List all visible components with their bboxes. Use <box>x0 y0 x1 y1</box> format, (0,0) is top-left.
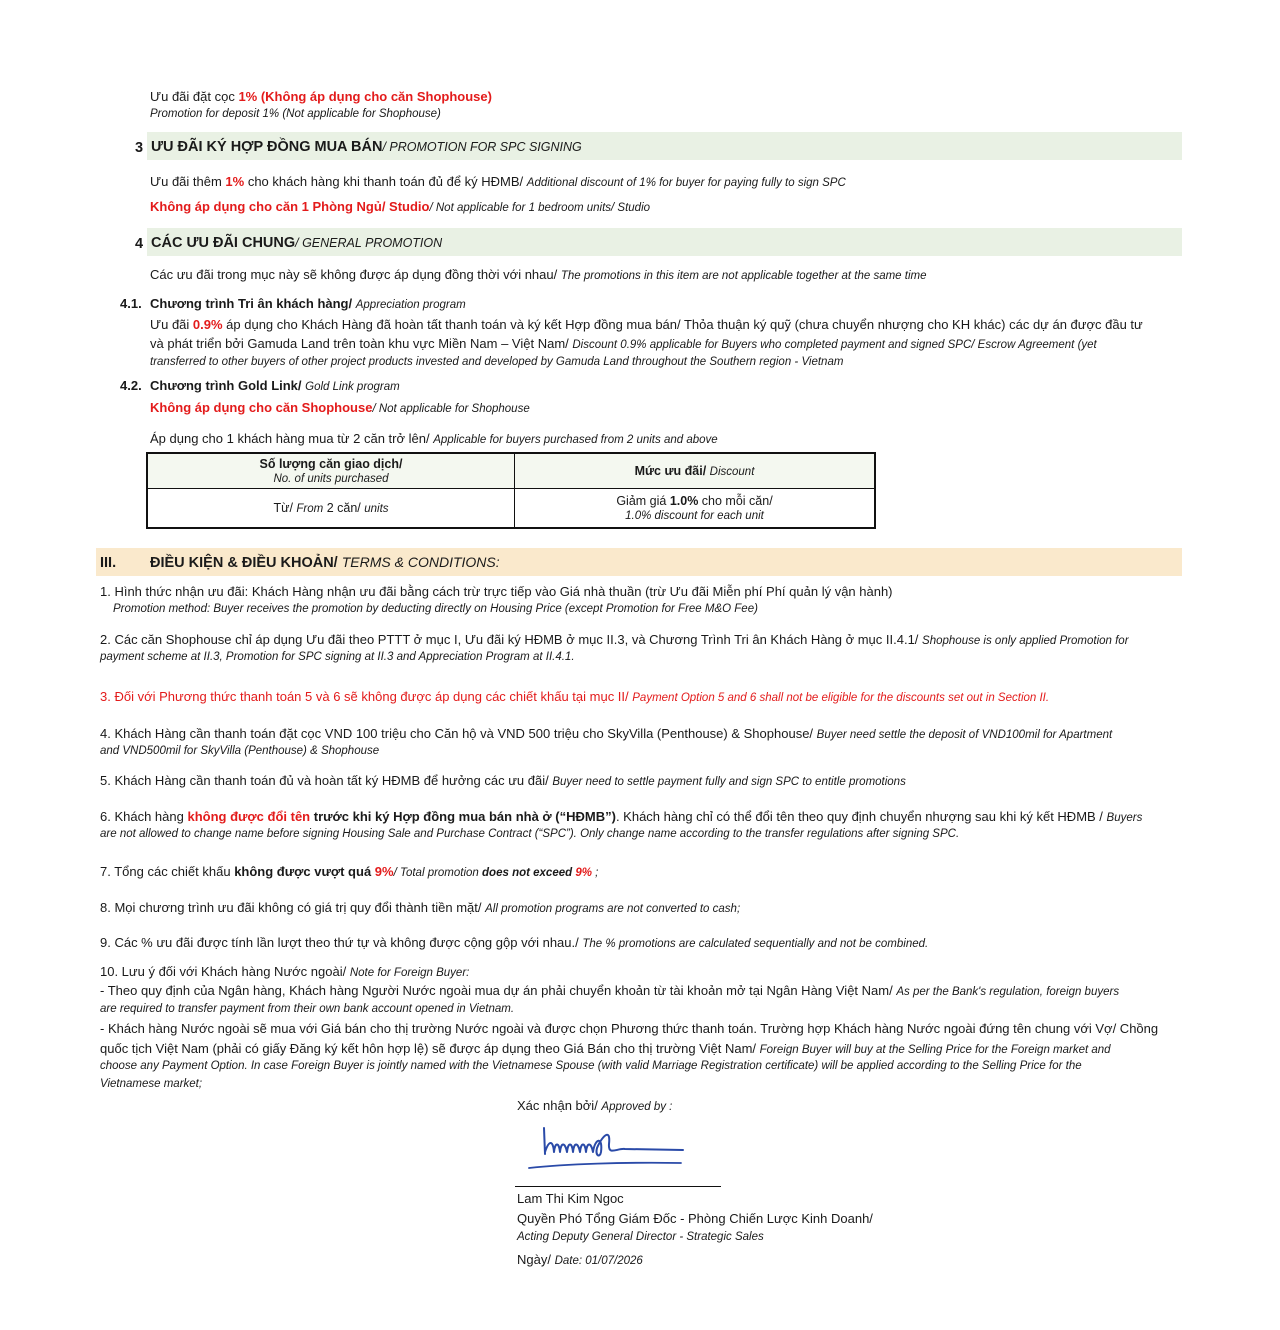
term-6-en1: Buyers <box>1106 812 1143 824</box>
term-10b-en1: Foreign Buyer will buy at the Selling Price for the Foreign market and <box>759 1044 1111 1056</box>
s42-title-en: Gold Link program <box>305 381 400 393</box>
term-10a-en2: are required to transfer payment from their own bank account opened in Vietnam. <box>100 1003 515 1015</box>
section3-title: ƯU ĐÃI KÝ HỢP ĐỒNG MUA BÁN <box>151 139 383 155</box>
approval-date-en: Date: 01/07/2026 <box>554 1255 643 1267</box>
s41-title <box>150 296 466 311</box>
term-8 <box>100 900 740 915</box>
table-header-units <box>147 453 515 489</box>
term-6-en2: are not allowed to change name before signing Housing Sale and Purchase Contract (“SPC”). Only change name according to the transfer regulations after signing SPC. <box>100 828 960 840</box>
s41-p2-vi: và phát triển bởi Gamuda Land trên toàn khu vực Miền Nam – Việt Nam/ <box>150 336 573 351</box>
table-row <box>147 489 875 529</box>
table-cell-units <box>147 489 515 529</box>
term-1: 1. Hình thức nhận ưu đãi: Khách Hàng nhận ưu đãi bằng cách trừ trực tiếp vào Giá nhà thuần (trừ Ưu đãi Miễn phí Phí quản lý vận hành) <box>100 584 893 599</box>
cell-discount-b: 1.0% <box>669 494 699 508</box>
term-10a-en1: As per the Bank's regulation, foreign buyers <box>896 986 1120 998</box>
approver-title-en: Acting Deputy General Director - Strategic Sales <box>517 1231 764 1243</box>
s41-p2 <box>150 336 1097 351</box>
approver-name: Lam Thi Kim Ngoc <box>517 1191 624 1206</box>
term-10b-vi1: - Khách hàng Nước ngoài sẽ mua với Giá bán cho thị trường Nước ngoài và được chọn Phương thức thanh toán. Trường hợp Khách hàng Nước ngoài đứng tên chung với Vợ/ Chồng <box>100 1021 1159 1036</box>
s42-apply-vi: Áp dụng cho 1 khách hàng mua từ 2 căn trở lên/ <box>150 431 434 446</box>
term-7-a: 7. Tổng các chiết khấu <box>100 864 235 879</box>
cell-discount-c: cho mỗi căn/ <box>698 494 773 508</box>
term-6 <box>100 809 1142 824</box>
section4-intro-vi: Các ưu đãi trong mục này sẽ không được áp dụng đồng thời với nhau/ <box>150 267 561 282</box>
s41-p3: transferred to other buyers of other project products invested and developed by Gamuda Land throughout the Southern region - Vietnam <box>150 356 844 368</box>
term-2-vi: 2. Các căn Shophouse chỉ áp dụng Ưu đãi theo PTTT ở mục I, Ưu đãi ký HĐMB ở mục II.3, và Chương Trình Tri ân Khách Hàng ở mục II.4.1/ <box>100 632 923 647</box>
term-5-vi: 5. Khách Hàng cần thanh toán đủ và hoàn tất ký HĐMB để hưởng các ưu đãi/ <box>100 773 553 788</box>
term-10-vi: 10. Lưu ý đối với Khách hàng Nước ngoài/ <box>100 964 350 979</box>
cell-discount-a: Giảm giá <box>616 494 670 508</box>
table-header-discount-vi: Mức ưu đãi/ <box>634 464 710 478</box>
section3-line1-vi: cho khách hàng khi thanh toán đủ để ký HĐMB/ <box>244 174 527 189</box>
section4-title-en: / GENERAL PROMOTION <box>295 236 443 250</box>
section3-line2-red: Không áp dụng cho căn 1 Phòng Ngủ/ Studio <box>150 199 430 214</box>
section3-line2-en: / Not applicable for 1 bedroom units/ Studio <box>429 202 651 214</box>
term-10a <box>100 983 1119 998</box>
table-cell-discount <box>515 489 876 529</box>
approver-title-vi: Quyền Phó Tổng Giám Đốc - Phòng Chiến Lược Kinh Doanh/ <box>517 1211 873 1226</box>
s41-p2-en: Discount 0.9% applicable for Buyers who completed payment and signed SPC/ Escrow Agreement (yet <box>572 339 1097 351</box>
s41-title-vi: Chương trình Tri ân khách hàng/ <box>150 296 356 311</box>
term-10-en: Note for Foreign Buyer: <box>349 967 470 979</box>
term-9-vi: 9. Các % ưu đãi được tính lần lượt theo thứ tự và không được cộng gộp với nhau./ <box>100 935 583 950</box>
s42-apply <box>150 431 718 446</box>
section3-title-en: / PROMOTION FOR SPC SIGNING <box>382 140 582 154</box>
section3-line1-pct: 1% <box>225 174 245 189</box>
term-4-en1: Buyer need settle the deposit of VND100mil for Apartment <box>816 729 1113 741</box>
cell-units-c: 2 căn/ <box>323 501 365 515</box>
s41-number: 4.1. <box>120 296 142 311</box>
s42-red: Không áp dụng cho căn Shophouse <box>150 400 373 415</box>
term-6-b: trước khi ký Hợp đồng mua bán nhà ở (“HĐMB”) <box>310 809 616 824</box>
s41-p1-prefix: Ưu đãi <box>150 317 193 332</box>
table-header-units-en: No. of units purchased <box>273 473 389 485</box>
term-3-en: Payment Option 5 and 6 shall not be eligible for the discounts set out in Section II. <box>632 692 1050 704</box>
section3-line1-prefix: Ưu đãi thêm <box>150 174 226 189</box>
section-iii-title-en: TERMS & CONDITIONS: <box>341 554 500 570</box>
section3-line2 <box>150 199 650 214</box>
term-2 <box>100 632 1129 647</box>
term-7-pct: 9% <box>374 864 394 879</box>
term-10a-vi: - Theo quy định của Ngân hàng, Khách hàng Người Nước ngoài mua dự án phải chuyển khoản từ tài khoản mở tại Ngân Hàng Việt Nam/ <box>100 983 897 998</box>
section4-intro <box>150 267 926 282</box>
term-3-vi: 3. Đối với Phương thức thanh toán 5 và 6 sẽ không được áp dụng các chiết khấu tại mục II/ <box>100 689 633 704</box>
term-9-en: The % promotions are calculated sequentially and not be combined. <box>582 938 929 950</box>
term-6-c: . Khách hàng chỉ có thể đổi tên theo quy định chuyển nhượng sau khi ký kết HĐMB / <box>615 809 1107 824</box>
table-header-units-vi: Số lượng căn giao dịch/ <box>259 457 403 471</box>
term-8-vi: 8. Mọi chương trình ưu đãi không có giá trị quy đổi thành tiền mặt/ <box>100 900 486 915</box>
section-iii-title <box>150 554 500 571</box>
approval-label <box>517 1098 672 1113</box>
section-iii-number: III. <box>100 555 117 571</box>
s41-p1-rest: áp dụng cho Khách Hàng đã hoàn tất thanh toán và ký kết Hợp đồng mua bán/ Thỏa thuận ký quỹ (chưa chuyển nhượng cho KH khác) các dự án được đầu tư <box>222 317 1143 332</box>
term-7 <box>100 864 598 879</box>
approval-label-vi: Xác nhận bởi/ <box>517 1098 602 1113</box>
approval-date <box>517 1252 643 1267</box>
section3-number: 3 <box>135 140 144 156</box>
section4-header <box>147 228 1182 256</box>
approval-label-en: Approved by : <box>601 1101 673 1113</box>
section-iii-header <box>96 548 1182 576</box>
term-10b <box>100 1041 1111 1056</box>
s42-apply-en: Applicable for buyers purchased from 2 units and above <box>433 434 718 446</box>
table-header-row <box>147 453 875 489</box>
term-10 <box>100 964 469 979</box>
cell-units-b: From <box>296 503 324 515</box>
s42-title-vi: Chương trình Gold Link/ <box>150 378 306 393</box>
signature <box>525 1118 690 1173</box>
section3-line1-en: Additional discount of 1% for buyer for paying fully to sign SPC <box>526 177 846 189</box>
cell-units-a: Từ/ <box>273 501 297 515</box>
term-4 <box>100 726 1112 741</box>
section4-number: 4 <box>135 236 144 252</box>
term-2-en1: Shophouse is only applied Promotion for <box>922 635 1129 647</box>
term-7-b: không được vượt quá <box>234 864 375 879</box>
term-5-en: Buyer need to settle payment fully and sign SPC to entitle promotions <box>552 776 906 788</box>
deposit-highlight: 1% (Không áp dụng cho căn Shophouse) <box>238 89 492 104</box>
signature-line <box>515 1186 721 1187</box>
approval-date-vi: Ngày/ <box>517 1252 555 1267</box>
table-header-discount <box>515 453 876 489</box>
cell-discount-en: 1.0% discount for each unit <box>625 510 764 522</box>
term-6-red: không được đổi tên <box>187 809 311 824</box>
term-1-en: Promotion method: Buyer receives the promotion by deducting directly on Housing Price (except Promotion for Free M&O Fee) <box>113 603 758 615</box>
signature-stroke <box>544 1128 683 1155</box>
term-10b-en2: choose any Payment Option. In case Foreign Buyer is jointly named with the Vietnamese Spouse (with valid Marriage Registration certificate) will be applied according to the Selling Price for the <box>100 1060 1082 1072</box>
section3-header <box>147 132 1182 160</box>
term-7-en-pct: 9% <box>575 867 592 879</box>
term-10b-en3: Vietnamese market; <box>100 1078 203 1090</box>
deposit-en: Promotion for deposit 1% (Not applicable for Shophouse) <box>150 108 441 120</box>
s42-title <box>150 378 400 393</box>
term-7-en-b: does not exceed <box>482 867 576 879</box>
s41-p1 <box>150 317 1143 332</box>
s42-red-en: / Not applicable for Shophouse <box>372 403 530 415</box>
s41-p1-pct: 0.9% <box>192 317 223 332</box>
term-3 <box>100 689 1049 704</box>
section4-intro-en: The promotions in this item are not applicable together at the same time <box>560 270 927 282</box>
term-8-en: All promotion programs are not converted to cash; <box>485 903 741 915</box>
term-7-en-a: / Total promotion <box>393 867 483 879</box>
section3-line1 <box>150 174 846 189</box>
table-header-discount-en: Discount <box>709 466 755 478</box>
signature-underline <box>529 1163 681 1168</box>
term-4-vi: 4. Khách Hàng cần thanh toán đặt cọc VND 100 triệu cho Căn hộ và VND 500 triệu cho SkyVilla (Penthouse) & Shophouse/ <box>100 726 817 741</box>
term-9 <box>100 935 928 950</box>
s41-title-en: Appreciation program <box>355 299 466 311</box>
term-5 <box>100 773 906 788</box>
term-7-en-end: ; <box>591 867 599 879</box>
cell-units-d: units <box>364 503 389 515</box>
term-4-en2: and VND500mil for SkyVilla (Penthouse) & Shophouse <box>100 745 380 757</box>
s42-restriction <box>150 400 530 415</box>
section-iii-title-vi: ĐIỀU KIỆN & ĐIỀU KHOẢN/ <box>150 555 342 571</box>
s42-number: 4.2. <box>120 378 142 393</box>
section4-title: CÁC ƯU ĐÃI CHUNG <box>151 235 296 251</box>
term-10b-vi2: quốc tịch Việt Nam (phải có giấy Đăng ký kết hôn hợp lệ) sẽ được áp dụng theo Giá Bán cho thị trường Việt Nam/ <box>100 1041 760 1056</box>
term-2-en2: payment scheme at II.3, Promotion for SPC signing at II.3 and Appreciation Program at II.4.1. <box>100 651 575 663</box>
discount-table <box>146 452 876 529</box>
deposit-label: Ưu đãi đặt cọc <box>150 89 239 104</box>
deposit-line <box>150 89 492 104</box>
term-6-a: 6. Khách hàng <box>100 809 188 824</box>
